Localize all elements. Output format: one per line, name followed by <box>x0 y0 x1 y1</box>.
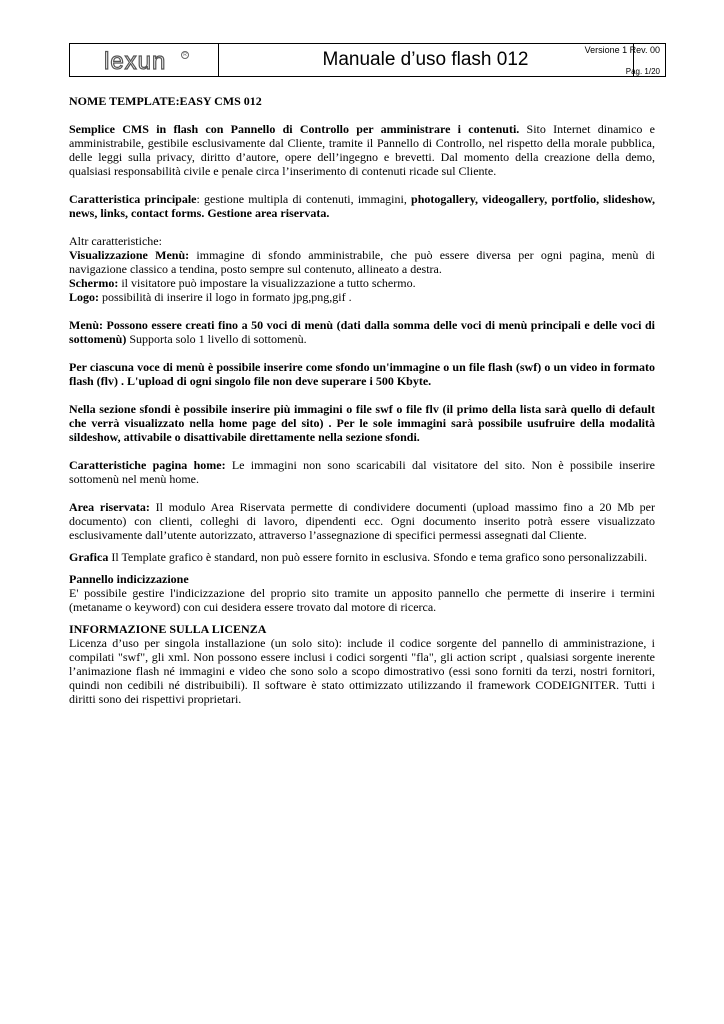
version-label: Versione 1 Rev. 00 <box>584 45 660 55</box>
home-paragraph: Caratteristiche pagina home: Le immagini non sono scaricabili dal visitatore del sito. Non è possibile inserire sottomenù nel menù home. <box>69 458 655 486</box>
logo-cell <box>70 44 219 76</box>
per-voice-paragraph: Per ciascuna voce di menù è possibile inserire come sfondo un'immagine o un file flash (swf) o un video in formato flash (flv) . L'upload di ogni singolo file non deve superare i 500 Kbyte. <box>69 360 655 388</box>
title-cell <box>218 44 634 76</box>
menu-items-paragraph: Menù: Possono essere creati fino a 50 voci di menù (dati dalla somma delle voci di menù principali e delle voci di sottomenù) Supporta solo 1 livello di sottomenù. <box>69 318 655 346</box>
version-cell <box>584 44 665 76</box>
indexing-heading: Pannello indicizzazione <box>69 572 189 586</box>
logo-paragraph: Logo: possibilità di inserire il logo in formato jpg,png,gif . <box>69 290 352 304</box>
intro-paragraph: Semplice CMS in flash con Pannello di Controllo per amministrare i contenuti. Sito Internet dinamico e amministrabile, gestibile esclusivamente dal Cliente, tramite il Pannello di Controllo, nel rispetto della morale pubblica, delle leggi sulla privacy, diritto d’autore, opere dell’ingegno e brevetti. Dal momento della creazione della demo, qualsiasi responsabilità civile e penale circa l’inserimento di contenuti ricade sul Cliente. <box>69 122 655 178</box>
graphics-paragraph: Grafica Il Template grafico è standard, non può essere fornito in esclusiva. Sfondo e tema grafico sono personalizzabili. <box>69 550 648 564</box>
backgrounds-paragraph: Nella sezione sfondi è possibile inserire più immagini o file swf o file flv (il primo della lista sarà quello di default che verrà visualizzato nella home page del sito) . Per le sole immagini sarà possibile usufruire della modalità sildeshow, attivabile o disattivabile direttamente nella sezione sfondi. <box>69 402 655 444</box>
template-name: NOME TEMPLATE:EASY CMS 012 <box>69 94 262 108</box>
license-paragraph: Licenza d’uso per singola installazione (un solo sito): include il codice sorgente del pannello di amministrazione, i compilati "swf", gli xml. Non possono essere inclusi i codici sorgenti "fla", gli action script , qualsiasi sorgente inerente l’animazione flash né immagini e video che sono solo a scopo dimostrativo (essi sono forniti da terzi, nostri fornitori, quindi non cedibili né distribuibili). Il software è stato ottimizzato utilizzando il framework CODEIGNITER. Tutti i diritti sono dei rispettivi proprietari. <box>69 636 655 706</box>
document-body <box>69 94 655 706</box>
screen-paragraph: Schermo: il visitatore può impostare la visualizzazione a tutto schermo. <box>69 276 416 290</box>
document-header <box>69 43 666 77</box>
menu-visualization-paragraph: Visualizzazione Menù: immagine di sfondo amministrabile, che può essere diversa per ogni pagina, menù di navigazione classico a tendina, posto sempre sul contenuto, allineato a destra. <box>69 248 655 276</box>
indexing-paragraph: E' possibile gestire l'indicizzazione del proprio sito tramite un apposito pannello che permette di inserire i termini (metaname o keyword) con cui desidera essere trovato dal motore di ricerca. <box>69 586 655 614</box>
main-feature-paragraph: Caratteristica principale: gestione multipla di contenuti, immagini, photogallery, videogallery, portfolio, slideshow, news, links, contact forms. Gestione area riservata. <box>69 192 655 220</box>
license-heading: INFORMAZIONE SULLA LICENZA <box>69 622 267 636</box>
page-number: Pag. 1/20 <box>625 67 660 76</box>
reserved-area-paragraph: Area riservata: Il modulo Area Riservata permette di condividere documenti (upload massimo fino a 20 Mb per documento) con clienti, colleghi di lavoro, dipendenti ecc. Ogni documento inserito potrà essere visualizzato esclusivamente dall’utente autorizzato, attraverso l’assegnazione di specifici permessi assegnati dal Cliente. <box>69 500 656 542</box>
company-logo: lexun <box>104 48 167 75</box>
registered-mark-icon: R <box>181 51 189 59</box>
other-features-heading: Altr caratteristiche: <box>69 234 162 248</box>
document-title: Manuale d’uso flash 012 <box>322 49 529 70</box>
